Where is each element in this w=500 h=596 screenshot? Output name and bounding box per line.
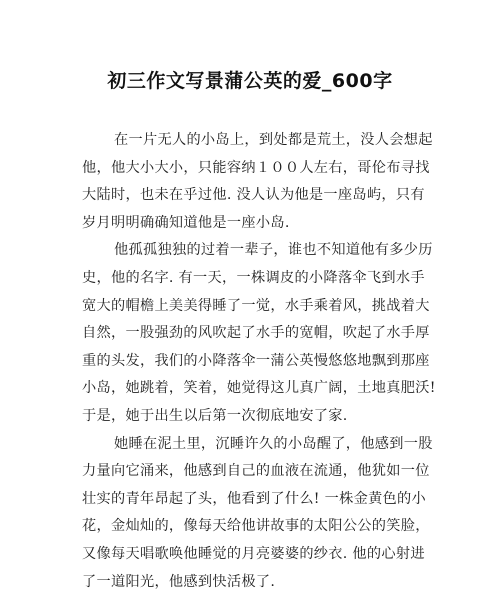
paragraph-3 xyxy=(82,431,422,596)
paragraph-line: 自然，一股强劲的风吹起了水手的宽帽，吹起了水手厚 xyxy=(82,320,422,348)
paragraph-1 xyxy=(82,127,422,237)
paragraph-line: 了一道阳光，他感到快活极了. xyxy=(82,569,422,596)
paragraph-line: 大陆时，也未在乎过他. 没人认为他是一座岛屿，只有 xyxy=(82,182,422,210)
paragraph-line: 他孤孤独独的过着一辈子，谁也不知道他有多少历 xyxy=(82,237,422,265)
paragraph-line: 又像每天唱歌唤他睡觉的月亮婆婆的纱衣. 他的心射进 xyxy=(82,541,422,569)
paragraph-line: 小岛，她跳着，笑着，她觉得这儿真广阔，土地真肥沃! xyxy=(82,375,422,403)
paragraph-line: 她睡在泥土里，沉睡许久的小岛醒了，他感到一股 xyxy=(82,431,422,459)
paragraph-2 xyxy=(82,237,422,430)
paragraph-line: 在一片无人的小岛上，到处都是荒土，没人会想起 xyxy=(82,127,422,155)
paragraph-line: 岁月明明确确知道他是一座小岛. xyxy=(82,210,422,238)
document-body xyxy=(82,127,422,596)
document-title: 初三作文写景蒲公英的爱_600字 xyxy=(0,66,500,93)
paragraph-line: 花，金灿灿的，像每天给他讲故事的太阳公公的笑脸， xyxy=(82,513,422,541)
paragraph-line: 重的头发，我们的小降落伞一蒲公英慢悠悠地飘到那座 xyxy=(82,348,422,376)
paragraph-line: 力量向它涌来，他感到自己的血液在流通，他犹如一位 xyxy=(82,458,422,486)
paragraph-line: 于是，她于出生以后第一次彻底地安了家. xyxy=(82,403,422,431)
paragraph-line: 史，他的名字. 有一天，一株调皮的小降落伞飞到水手 xyxy=(82,265,422,293)
paragraph-line: 他，他大小大小，只能容纳１００人左右，哥伦布寻找 xyxy=(82,155,422,183)
paragraph-line: 壮实的青年昂起了头，他看到了什么! 一株金黄色的小 xyxy=(82,486,422,514)
paragraph-line: 宽大的帽檐上美美得睡了一觉，水手乘着风，挑战着大 xyxy=(82,293,422,321)
